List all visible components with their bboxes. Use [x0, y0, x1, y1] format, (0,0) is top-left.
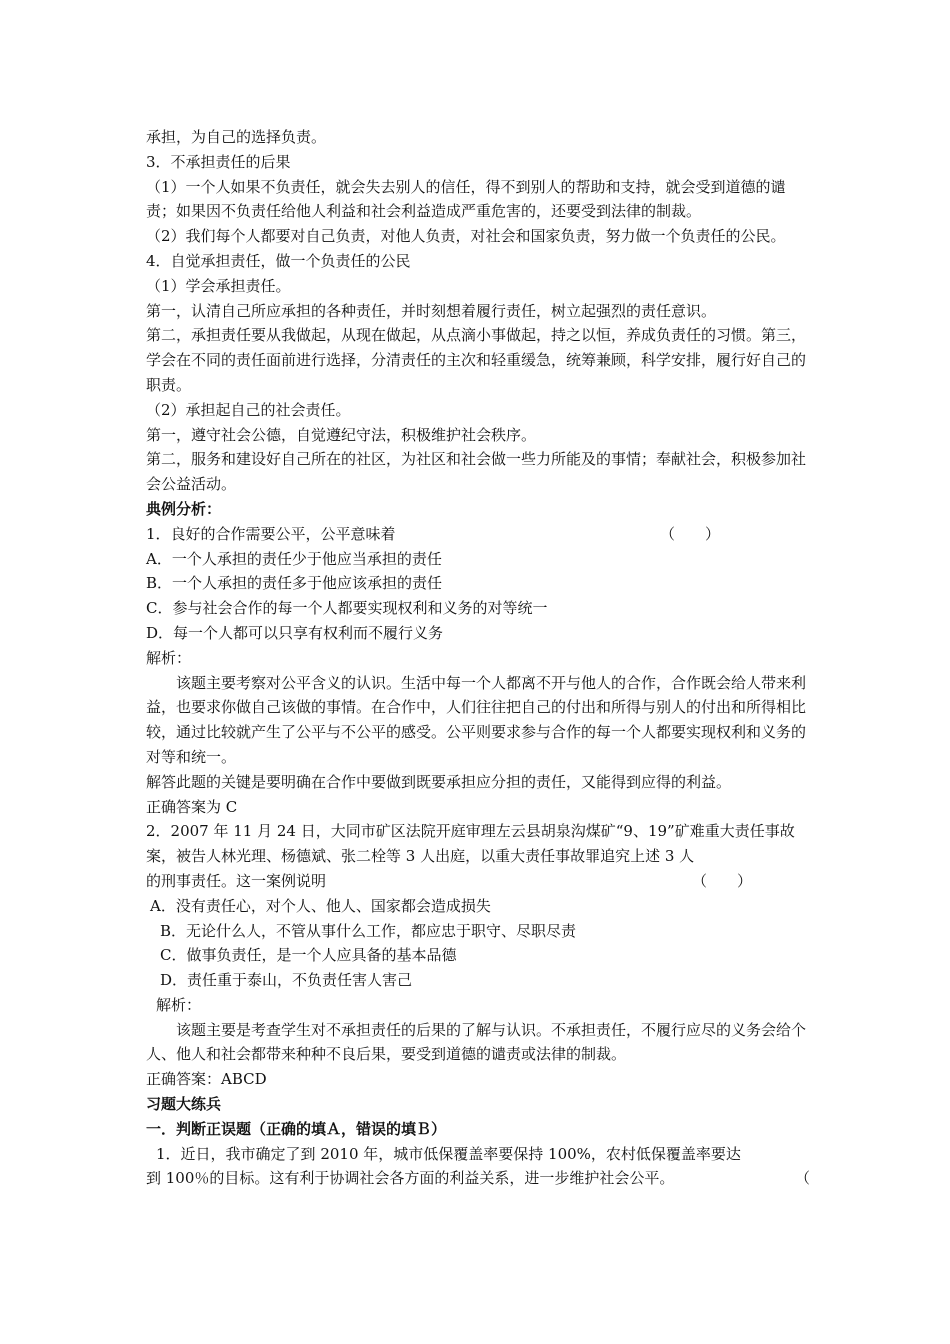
q2-stem-end: 的刑事责任。这一案例说明: [146, 871, 327, 890]
document-body: [146, 125, 810, 1191]
section1-heading: 一．判断正误题（正确的填Ａ，错误的填Ｂ）: [146, 1119, 447, 1138]
s1-q1-row: [146, 1166, 810, 1191]
s1-q1-paren: （: [794, 1169, 810, 1188]
q1-answer-paren: （ ）: [659, 524, 720, 543]
text-paragraph: （1）一个人如果不负责任，就会失去别人的信任，得不到别人的帮助和支持，就会受到道德的谴责；如果因不负责任给他人利益和社会利益造成严重危害的，还要受到法律的制裁。: [146, 177, 786, 221]
q1-answer: 正确答案为 C: [146, 797, 238, 816]
q2-stem: 2．2007 年 11 月 24 日，大同市矿区法院开庭审理左云县胡泉沟煤矿“9、19”矿难重大责任事故案，被告人林光理、杨德斌、张二栓等 3 人出庭，以重大责任事故罪追究上述 3 人: [146, 822, 795, 866]
section-heading: 4．自觉承担责任，做一个负责任的公民: [146, 251, 411, 270]
text-paragraph: 第一，遵守社会公德，自觉遵纪守法，积极维护社会秩序。: [146, 425, 537, 444]
text-paragraph: 第二，承担责任要从我做起，从现在做起，从点滴小事做起，持之以恒，养成负责任的习惯。第三，学会在不同的责任面前进行选择，分清责任的主次和轻重缓急，统筹兼顾，科学安排，履行好自己的职责。: [146, 326, 807, 394]
q2-option-b: B．无论什么人，不管从事什么工作，都应忠于职守、尽职尽责: [160, 921, 577, 940]
q2-stem-row: [146, 869, 810, 894]
q1-option-d: D．每一个人都可以只享有权利而不履行义务: [146, 623, 444, 642]
section-heading: 3．不承担责任的后果: [146, 152, 291, 171]
text-line: 承担，为自己的选择负责。: [146, 128, 327, 146]
practice-heading: 习题大练兵: [146, 1095, 222, 1114]
sub-heading: （1）学会承担责任。: [146, 276, 291, 295]
q1-option-c: C．参与社会合作的每一个人都要实现权利和义务的对等统一: [146, 599, 548, 618]
example-heading: 典例分析：: [146, 499, 222, 518]
q2-answer-paren: （ ）: [691, 871, 752, 890]
q1-option-b: B．一个人承担的责任多于他应该承担的责任: [146, 574, 443, 593]
q2-answer: 正确答案：ABCD: [146, 1070, 267, 1089]
q1-key-point: 解答此题的关键是要明确在合作中要做到既要承担应分担的责任，又能得到应得的利益。: [146, 772, 732, 791]
q2-option-d: D．责任重于泰山，不负责任害人害己: [160, 971, 413, 990]
q1-stem-row: [146, 522, 810, 547]
q2-analysis-label: 解析：: [156, 995, 202, 1014]
q2-option-c: C．做事负责任，是一个人应具备的基本品德: [160, 946, 457, 965]
q1-analysis-label: 解析：: [146, 648, 192, 667]
text-paragraph: 第二，服务和建设好自己所在的社区，为社区和社会做一些力所能及的事情；奉献社会，积极参加社会公益活动。: [146, 450, 807, 494]
q1-analysis: 该题主要考察对公平含义的认识。生活中每一个人都离不开与他人的合作，合作既会给人带来利益，也要求你做自己该做的事情。在合作中，人们往往把自己的付出和所得与别人的付出和所得相比较，通过比较就产生了公平与不公平的感受。公平则要求参与合作的每一个人都要实现权利和义务的对等和统一。: [146, 673, 807, 766]
q1-stem: 1．良好的合作需要公平，公平意味着: [146, 524, 396, 543]
q2-option-a: A．没有责任心，对个人、他人、国家都会造成损失: [150, 896, 491, 915]
s1-q1-line2: 到 100％的目标。这有利于协调社会各方面的利益关系，进一步维护社会公平。: [146, 1169, 675, 1188]
q1-option-a: A．一个人承担的责任少于他应当承担的责任: [146, 549, 442, 568]
sub-heading: （2）承担起自己的社会责任。: [146, 400, 351, 419]
s1-q1-line1: 1．近日，我市确定了到 2010 年，城市低保覆盖率要保持 100%，农村低保覆盖率要达: [156, 1144, 741, 1163]
text-paragraph: 第一，认清自己所应承担的各种责任，并时刻想着履行责任，树立起强烈的责任意识。: [146, 301, 717, 320]
q2-analysis: 该题主要是考查学生对不承担责任的后果的了解与认识。不承担责任，不履行应尽的义务会给个人、他人和社会都带来种种不良后果，要受到道德的谴责或法律的制裁。: [146, 1020, 807, 1064]
text-paragraph: （2）我们每个人都要对自己负责，对他人负责，对社会和国家负责，努力做一个负责任的公民。: [146, 227, 786, 246]
